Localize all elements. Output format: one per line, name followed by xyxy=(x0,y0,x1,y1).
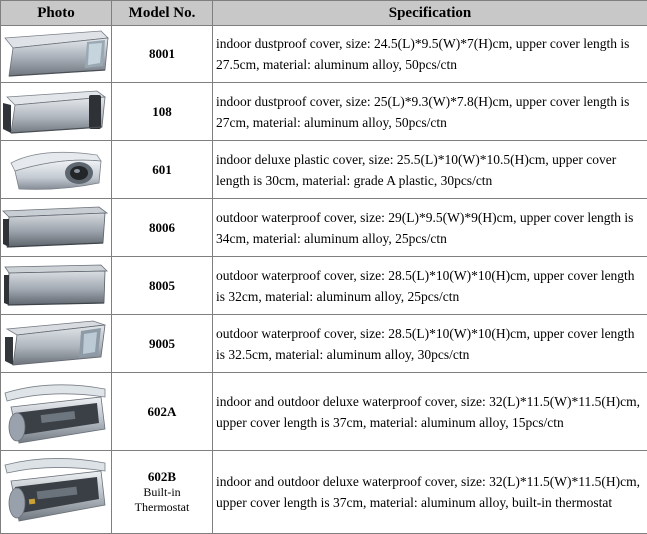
camera-housing-icon xyxy=(1,83,110,140)
specification-text: outdoor waterproof cover, size: 28.5(L)*10(W)*10(H)cm, upper cover length is 32.5cm, material: aluminum alloy, 30pcs/ctn xyxy=(213,315,647,373)
photo-column-header: Photo xyxy=(1,1,112,26)
model-number xyxy=(112,451,213,534)
table-row xyxy=(1,451,647,534)
dome-camera-housing-icon xyxy=(1,141,110,198)
model-column-header: Model No. xyxy=(112,1,213,26)
camera-housing-icon xyxy=(1,257,110,314)
product-photo xyxy=(1,373,112,451)
specification-text: outdoor waterproof cover, size: 29(L)*9.5(W)*9(H)cm, upper cover length is 34cm, material: aluminum alloy, 25pcs/ctn xyxy=(213,199,647,257)
table-row xyxy=(1,83,647,141)
camera-housing-icon xyxy=(1,315,110,372)
product-photo xyxy=(1,199,112,257)
specification-text: indoor and outdoor deluxe waterproof cover, size: 32(L)*11.5(W)*11.5(H)cm, upper cover length is 37cm, material: aluminum alloy, built-in thermostat xyxy=(213,451,647,534)
model-note-thermostat: Thermostat xyxy=(112,500,212,515)
table-row xyxy=(1,141,647,199)
product-photo xyxy=(1,141,112,199)
table-row xyxy=(1,373,647,451)
model-number: 8001 xyxy=(112,26,213,83)
specification-column-header: Specification xyxy=(213,1,647,26)
table-row xyxy=(1,315,647,373)
specification-text: indoor dustproof cover, size: 24.5(L)*9.5(W)*7(H)cm, upper cover length is 27.5cm, material: aluminum alloy, 50pcs/ctn xyxy=(213,26,647,83)
model-number: 8006 xyxy=(112,199,213,257)
product-photo xyxy=(1,83,112,141)
model-number: 602A xyxy=(112,373,213,451)
open-tube-housing-icon xyxy=(1,373,110,450)
model-number: 108 xyxy=(112,83,213,141)
table-row xyxy=(1,199,647,257)
table-row xyxy=(1,257,647,315)
specification-text: outdoor waterproof cover, size: 28.5(L)*10(W)*10(H)cm, upper cover length is 32cm, material: aluminum alloy, 25pcs/ctn xyxy=(213,257,647,315)
specification-text: indoor and outdoor deluxe waterproof cover, size: 32(L)*11.5(W)*11.5(H)cm, upper cover length is 37cm, material: aluminum alloy, 15pcs/ctn xyxy=(213,373,647,451)
model-number: 9005 xyxy=(112,315,213,373)
product-photo xyxy=(1,26,112,83)
camera-housing-icon xyxy=(1,26,110,82)
specification-text: indoor deluxe plastic cover, size: 25.5(L)*10(W)*10.5(H)cm, upper cover length is 30cm, material: grade A plastic, 30pcs/ctn xyxy=(213,141,647,199)
model-number-main: 602B xyxy=(148,469,176,484)
specification-text: indoor dustproof cover, size: 25(L)*9.3(W)*7.8(H)cm, upper cover length is 27cm, material: aluminum alloy, 50pcs/ctn xyxy=(213,83,647,141)
product-photo xyxy=(1,315,112,373)
model-note-built-in: Built-in xyxy=(112,485,212,500)
open-tube-housing-icon xyxy=(1,451,110,533)
product-photo xyxy=(1,257,112,315)
model-number: 8005 xyxy=(112,257,213,315)
model-number: 601 xyxy=(112,141,213,199)
table-header-row xyxy=(1,1,647,26)
camera-housing-icon xyxy=(1,199,110,256)
table-row xyxy=(1,26,647,83)
product-photo xyxy=(1,451,112,534)
